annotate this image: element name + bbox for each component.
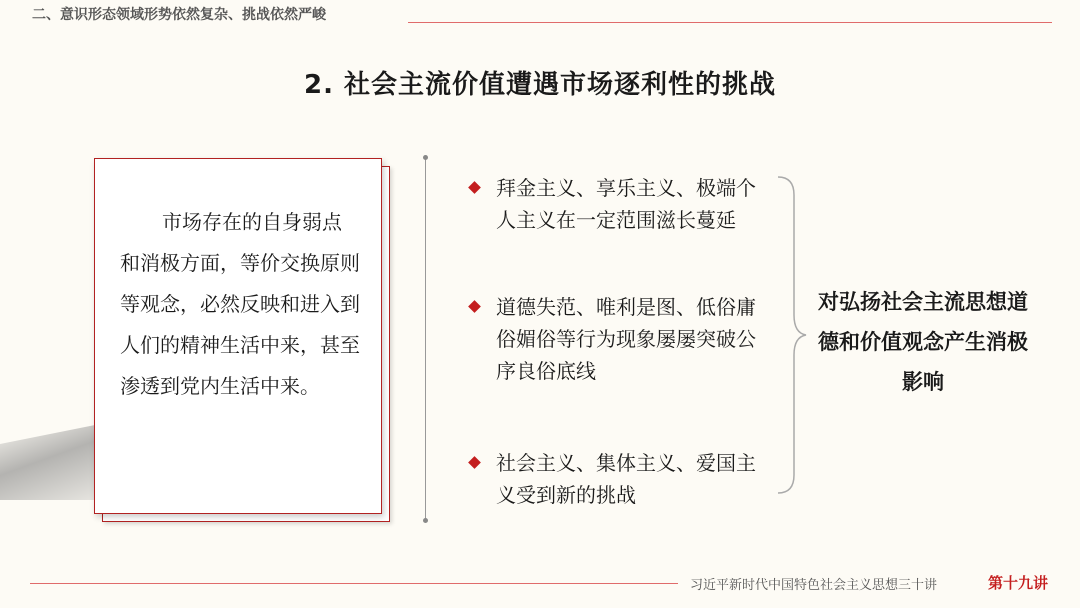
footer-series: 习近平新时代中国特色社会主义思想三十讲 xyxy=(690,578,938,593)
bullet-text: 拜金主义、享乐主义、极端个人主义在一定范围滋长蔓延 xyxy=(496,176,756,232)
slide-title: 2. 社会主流价值遭遇市场逐利性的挑战 xyxy=(303,70,777,100)
bullet-text: 道德失范、唯利是图、低俗庸俗媚俗等行为现象屡屡突破公序良俗底线 xyxy=(496,295,756,383)
red-diamond-icon xyxy=(468,300,481,313)
divider-bottom-dot xyxy=(423,518,428,523)
curly-brace-icon xyxy=(770,175,810,495)
footer-lecture: 第十九讲 xyxy=(988,574,1049,592)
red-diamond-icon xyxy=(468,456,481,469)
red-diamond-icon xyxy=(468,181,481,194)
card-text: 市场存在的自身弱点和消极方面，等价交换原则等观念，必然反映和进入到人们的精神生活中来，甚至渗透到党内生活中来。 xyxy=(120,210,360,398)
footer-rule xyxy=(30,583,678,584)
conclusion-text: 对弘扬社会主流思想道德和价值观念产生消极影响 xyxy=(818,290,1028,394)
divider-top-dot xyxy=(423,155,428,160)
bullet-text: 社会主义、集体主义、爱国主义受到新的挑战 xyxy=(496,451,756,507)
header-rule xyxy=(408,22,1052,23)
vertical-divider xyxy=(425,158,426,522)
section-header: 二、意识形态领域形势依然复杂、挑战依然严峻 xyxy=(32,7,326,23)
